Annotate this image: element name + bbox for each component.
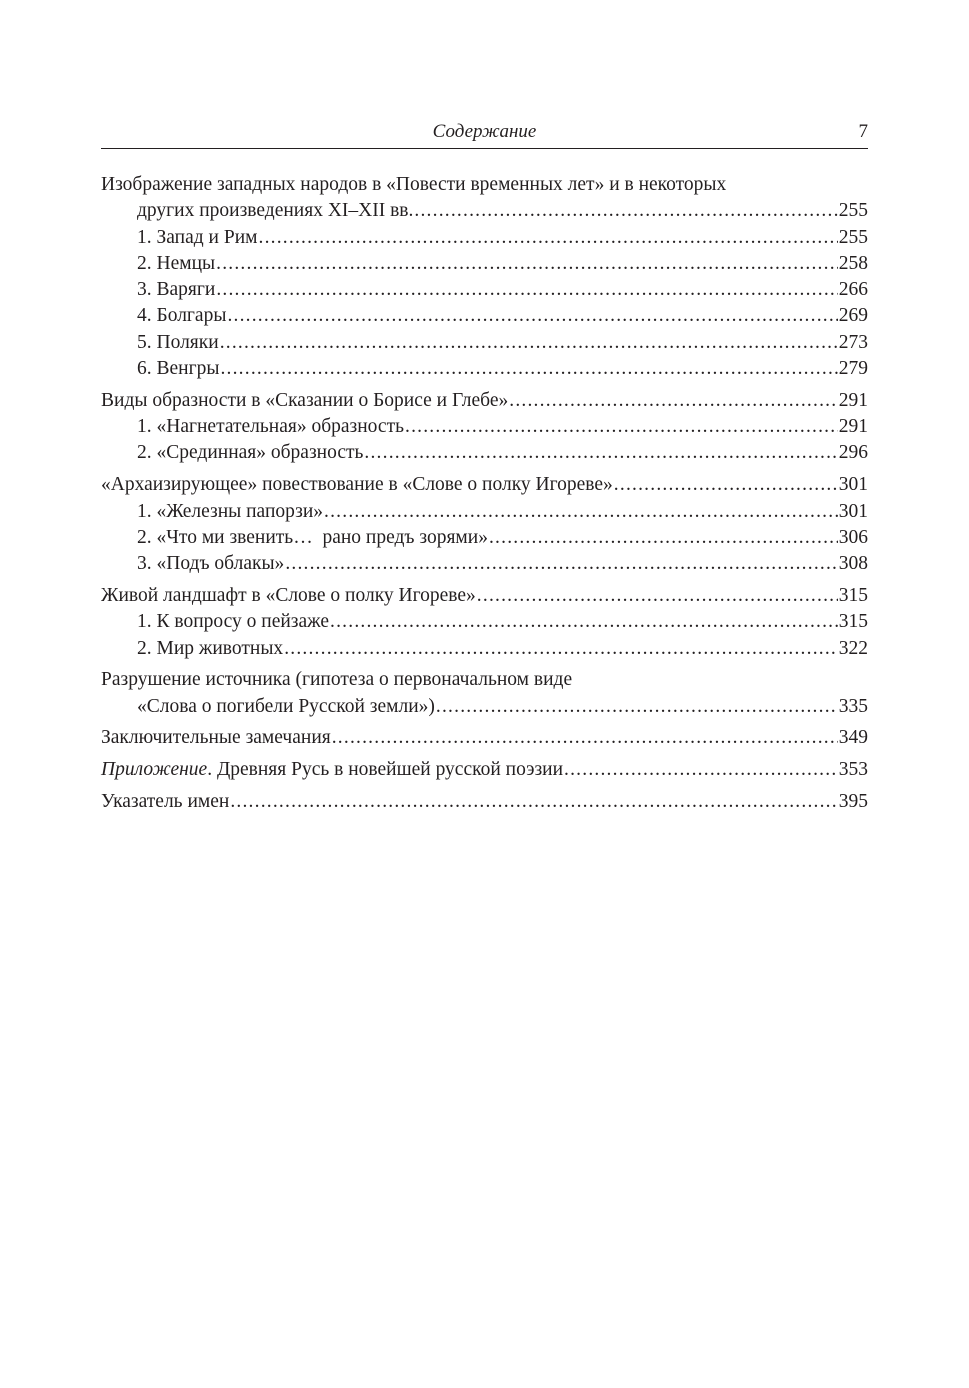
toc-entry-page: 255: [838, 200, 868, 222]
dot-leader: [614, 472, 838, 498]
toc-entry-title: 4. Болгары: [137, 305, 227, 327]
dot-leader: [216, 251, 838, 277]
toc-subentry: [101, 525, 868, 551]
dot-leader: [216, 277, 837, 303]
toc-subentry: [101, 414, 868, 440]
toc-entry-western-peoples: [101, 172, 868, 225]
toc-entry-title-continuation: «Слова о погибели Русской земли»): [137, 695, 435, 717]
dot-leader: [509, 388, 838, 414]
toc-entry-page: 258: [838, 252, 868, 274]
toc-entry-title: 1. К вопросу о пейзаже: [137, 611, 330, 633]
toc-entry-title: 1. «Нагнетательная» образность: [137, 416, 404, 438]
toc-subentry: [101, 330, 868, 356]
toc-subentry: [101, 440, 868, 466]
toc-entry-title: Указатель имен: [101, 791, 230, 813]
toc-entry-living-landscape: [101, 583, 868, 609]
toc-entry-page: 322: [838, 637, 868, 659]
toc-entry-title: 2. Немцы: [137, 252, 216, 274]
running-head: [101, 119, 868, 149]
dot-leader: [332, 725, 838, 751]
toc-entry-title: 2. «Срединная» образность: [137, 442, 364, 464]
toc-subentry: [101, 277, 868, 303]
dot-leader: [414, 198, 837, 224]
toc-subentry: [101, 609, 868, 635]
toc-subentry: [101, 251, 868, 277]
toc-entry-title: Заключительные замечания: [101, 727, 331, 749]
dot-leader: [259, 225, 838, 251]
toc-entry-page: 291: [838, 416, 868, 438]
table-of-contents: [101, 172, 868, 815]
dot-leader: [364, 440, 837, 466]
toc-entry-page: 335: [838, 695, 868, 717]
toc-entry-title: 5. Поляки: [137, 331, 219, 353]
toc-entry-page: 395: [838, 791, 868, 813]
toc-entry-title: Живой ландшафт в «Слове о полку Игореве»: [101, 584, 476, 606]
toc-entry-page: 315: [838, 611, 868, 633]
dot-leader: [405, 414, 838, 440]
toc-subentry: [101, 225, 868, 251]
dot-leader: [227, 303, 837, 329]
toc-entry-page: 308: [838, 553, 868, 575]
appendix-label: Приложение: [101, 759, 208, 781]
dot-leader: [330, 609, 838, 635]
toc-entry-boris-gleb: [101, 388, 868, 414]
toc-entry-page: 315: [838, 584, 868, 606]
running-title: Содержание: [432, 121, 537, 142]
toc-entry-source-destruction: [101, 667, 868, 720]
dot-leader: [477, 583, 838, 609]
toc-entry-page: 301: [838, 474, 868, 496]
dot-leader: [324, 499, 838, 525]
toc-entry-title: 3. «Подъ облакы»: [137, 553, 285, 575]
toc-entry-title: Разрушение источника (гипотеза о первоначальном виде: [101, 669, 573, 691]
toc-entry-archaizing-narrative: [101, 472, 868, 498]
toc-entry-title: 2. Мир животных: [137, 637, 284, 659]
dot-leader: [284, 636, 838, 662]
toc-subentry: [101, 499, 868, 525]
toc-entry-name-index: [101, 789, 868, 815]
toc-entry-page: 273: [838, 331, 868, 353]
toc-entry-page: 353: [838, 759, 868, 781]
toc-entry-page: 349: [838, 727, 868, 749]
toc-subentry: [101, 356, 868, 382]
dot-leader: [564, 757, 838, 783]
toc-subentry: [101, 636, 868, 662]
dot-leader: [489, 525, 838, 551]
toc-entry-page: 296: [838, 442, 868, 464]
dot-leader: [285, 551, 837, 577]
toc-entry-page: 255: [838, 226, 868, 248]
toc-entry-page: 269: [838, 305, 868, 327]
dot-leader: [220, 356, 837, 382]
toc-entry-page: 266: [838, 279, 868, 301]
toc-entry-appendix: [101, 757, 868, 783]
toc-entry-page: 279: [838, 358, 868, 380]
dot-leader: [230, 789, 837, 815]
toc-entry-title-continuation: других произведениях XI–XII вв.: [137, 200, 414, 222]
toc-entry-title: Изображение западных народов в «Повести временных лет» и в некоторых: [101, 174, 727, 195]
toc-entry-title: Виды образности в «Сказании о Борисе и Глебе»: [101, 389, 509, 411]
toc-entry-page: 291: [838, 389, 868, 411]
toc-entry-title: 1. «Железны папорзи»: [137, 500, 324, 522]
toc-entry-title: 1. Запад и Рим: [137, 226, 258, 248]
dot-leader: [220, 330, 838, 356]
toc-entry-title: 6. Венгры: [137, 358, 220, 380]
toc-entry-page: 301: [838, 500, 868, 522]
toc-entry-concluding-remarks: [101, 725, 868, 751]
toc-entry-page: 306: [838, 526, 868, 548]
dot-leader: [436, 694, 838, 720]
toc-entry-title: «Архаизирующее» повествование в «Слове о полку Игореве»: [101, 474, 613, 496]
page-number: 7: [858, 121, 868, 142]
appendix-title: . Древняя Русь в новейшей русской поэзии: [207, 759, 564, 781]
toc-entry-title: 3. Варяги: [137, 279, 216, 301]
toc-entry-title: 2. «Что ми звенить… рано предъ зорями»: [137, 526, 488, 548]
toc-subentry: [101, 551, 868, 577]
toc-entry-title: [101, 757, 563, 783]
toc-subentry: [101, 303, 868, 329]
